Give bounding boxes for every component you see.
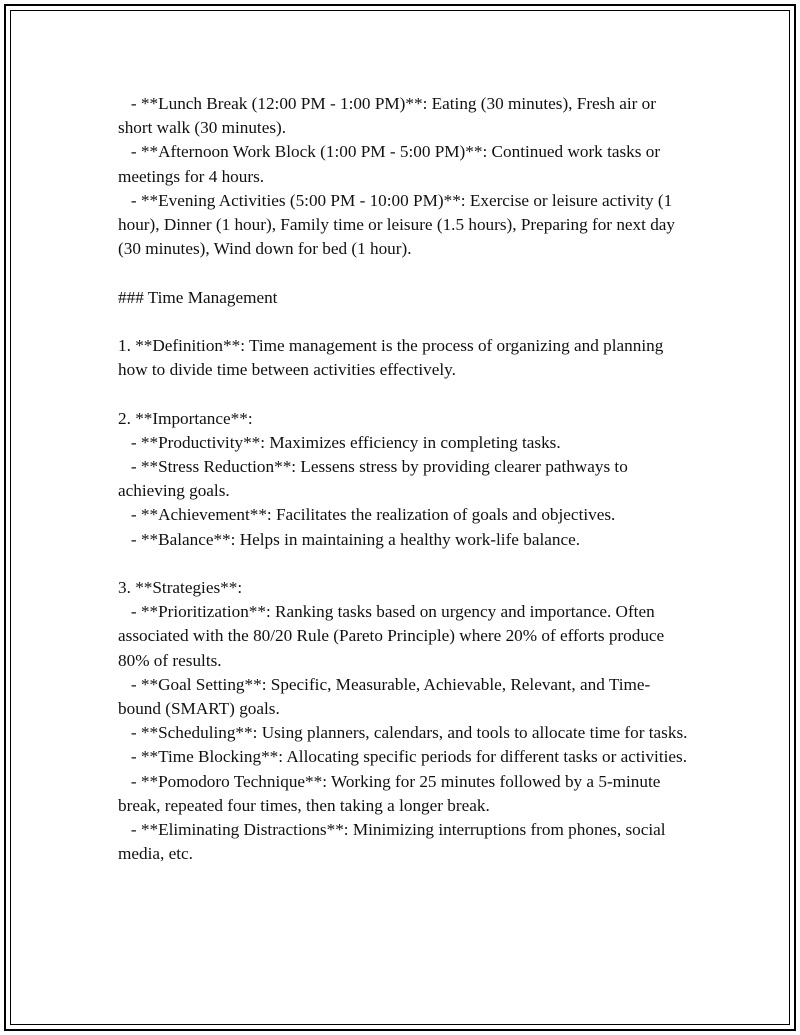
schedule-item-evening-activities: - **Evening Activities (5:00 PM - 10:00 PM)**: Exercise or leisure activity (1 hour), Dinner (1 hour), Family time or leisure (1.5 hours), Preparing for next day (30 minutes), Wind down for bed (1 hour). xyxy=(118,190,680,259)
strategy-item-scheduling: - **Scheduling**: Using planners, calendars, and tools to allocate time for tasks. xyxy=(118,723,688,743)
importance-item-balance: - **Balance**: Helps in maintaining a healthy work-life balance. xyxy=(118,529,580,549)
schedule-item-lunch-break: - **Lunch Break (12:00 PM - 1:00 PM)**: Eating (30 minutes), Fresh air or short walk (30 minutes). xyxy=(118,94,661,138)
blank-line xyxy=(118,552,688,576)
blank-line xyxy=(118,310,688,334)
definition-paragraph: 1. **Definition**: Time management is the process of organizing and planning how to divide time between activities effectively. xyxy=(118,336,668,380)
strategy-item-goal-setting: - **Goal Setting**: Specific, Measurable, Achievable, Relevant, and Time-bound (SMART) goals. xyxy=(118,674,651,719)
strategy-item-eliminating-distractions: - **Eliminating Distractions**: Minimizing interruptions from phones, social media, etc. xyxy=(118,820,670,864)
schedule-item-afternoon-work-block: - **Afternoon Work Block (1:00 PM - 5:00 PM)**: Continued work tasks or meetings for 4 hours. xyxy=(118,142,665,186)
strategy-item-pomodoro-technique: - **Pomodoro Technique**: Working for 25 minutes followed by a 5-minute break, repeated four times, then taking a longer break. xyxy=(118,771,665,815)
importance-heading: 2. **Importance**: xyxy=(118,408,253,428)
blank-line xyxy=(118,382,688,406)
importance-item-stress-reduction: - **Stress Reduction**: Lessens stress by providing clearer pathways to achieving goals. xyxy=(118,457,633,501)
strategy-item-time-blocking: - **Time Blocking**: Allocating specific periods for different tasks or activities. xyxy=(118,747,687,767)
blank-line xyxy=(118,261,688,285)
importance-item-productivity: - **Productivity**: Maximizes efficiency in completing tasks. xyxy=(118,432,561,452)
strategy-item-prioritization: - **Prioritization**: Ranking tasks based on urgency and importance. Often associated with the 80/20 Rule (Pareto Principle) where 20% of efforts produce 80% of results. xyxy=(118,602,669,670)
strategies-heading: 3. **Strategies**: xyxy=(118,578,243,597)
document-body xyxy=(118,92,688,866)
section-heading-time-management: ### Time Management xyxy=(118,287,278,307)
importance-item-achievement: - **Achievement**: Facilitates the realization of goals and objectives. xyxy=(118,505,616,525)
